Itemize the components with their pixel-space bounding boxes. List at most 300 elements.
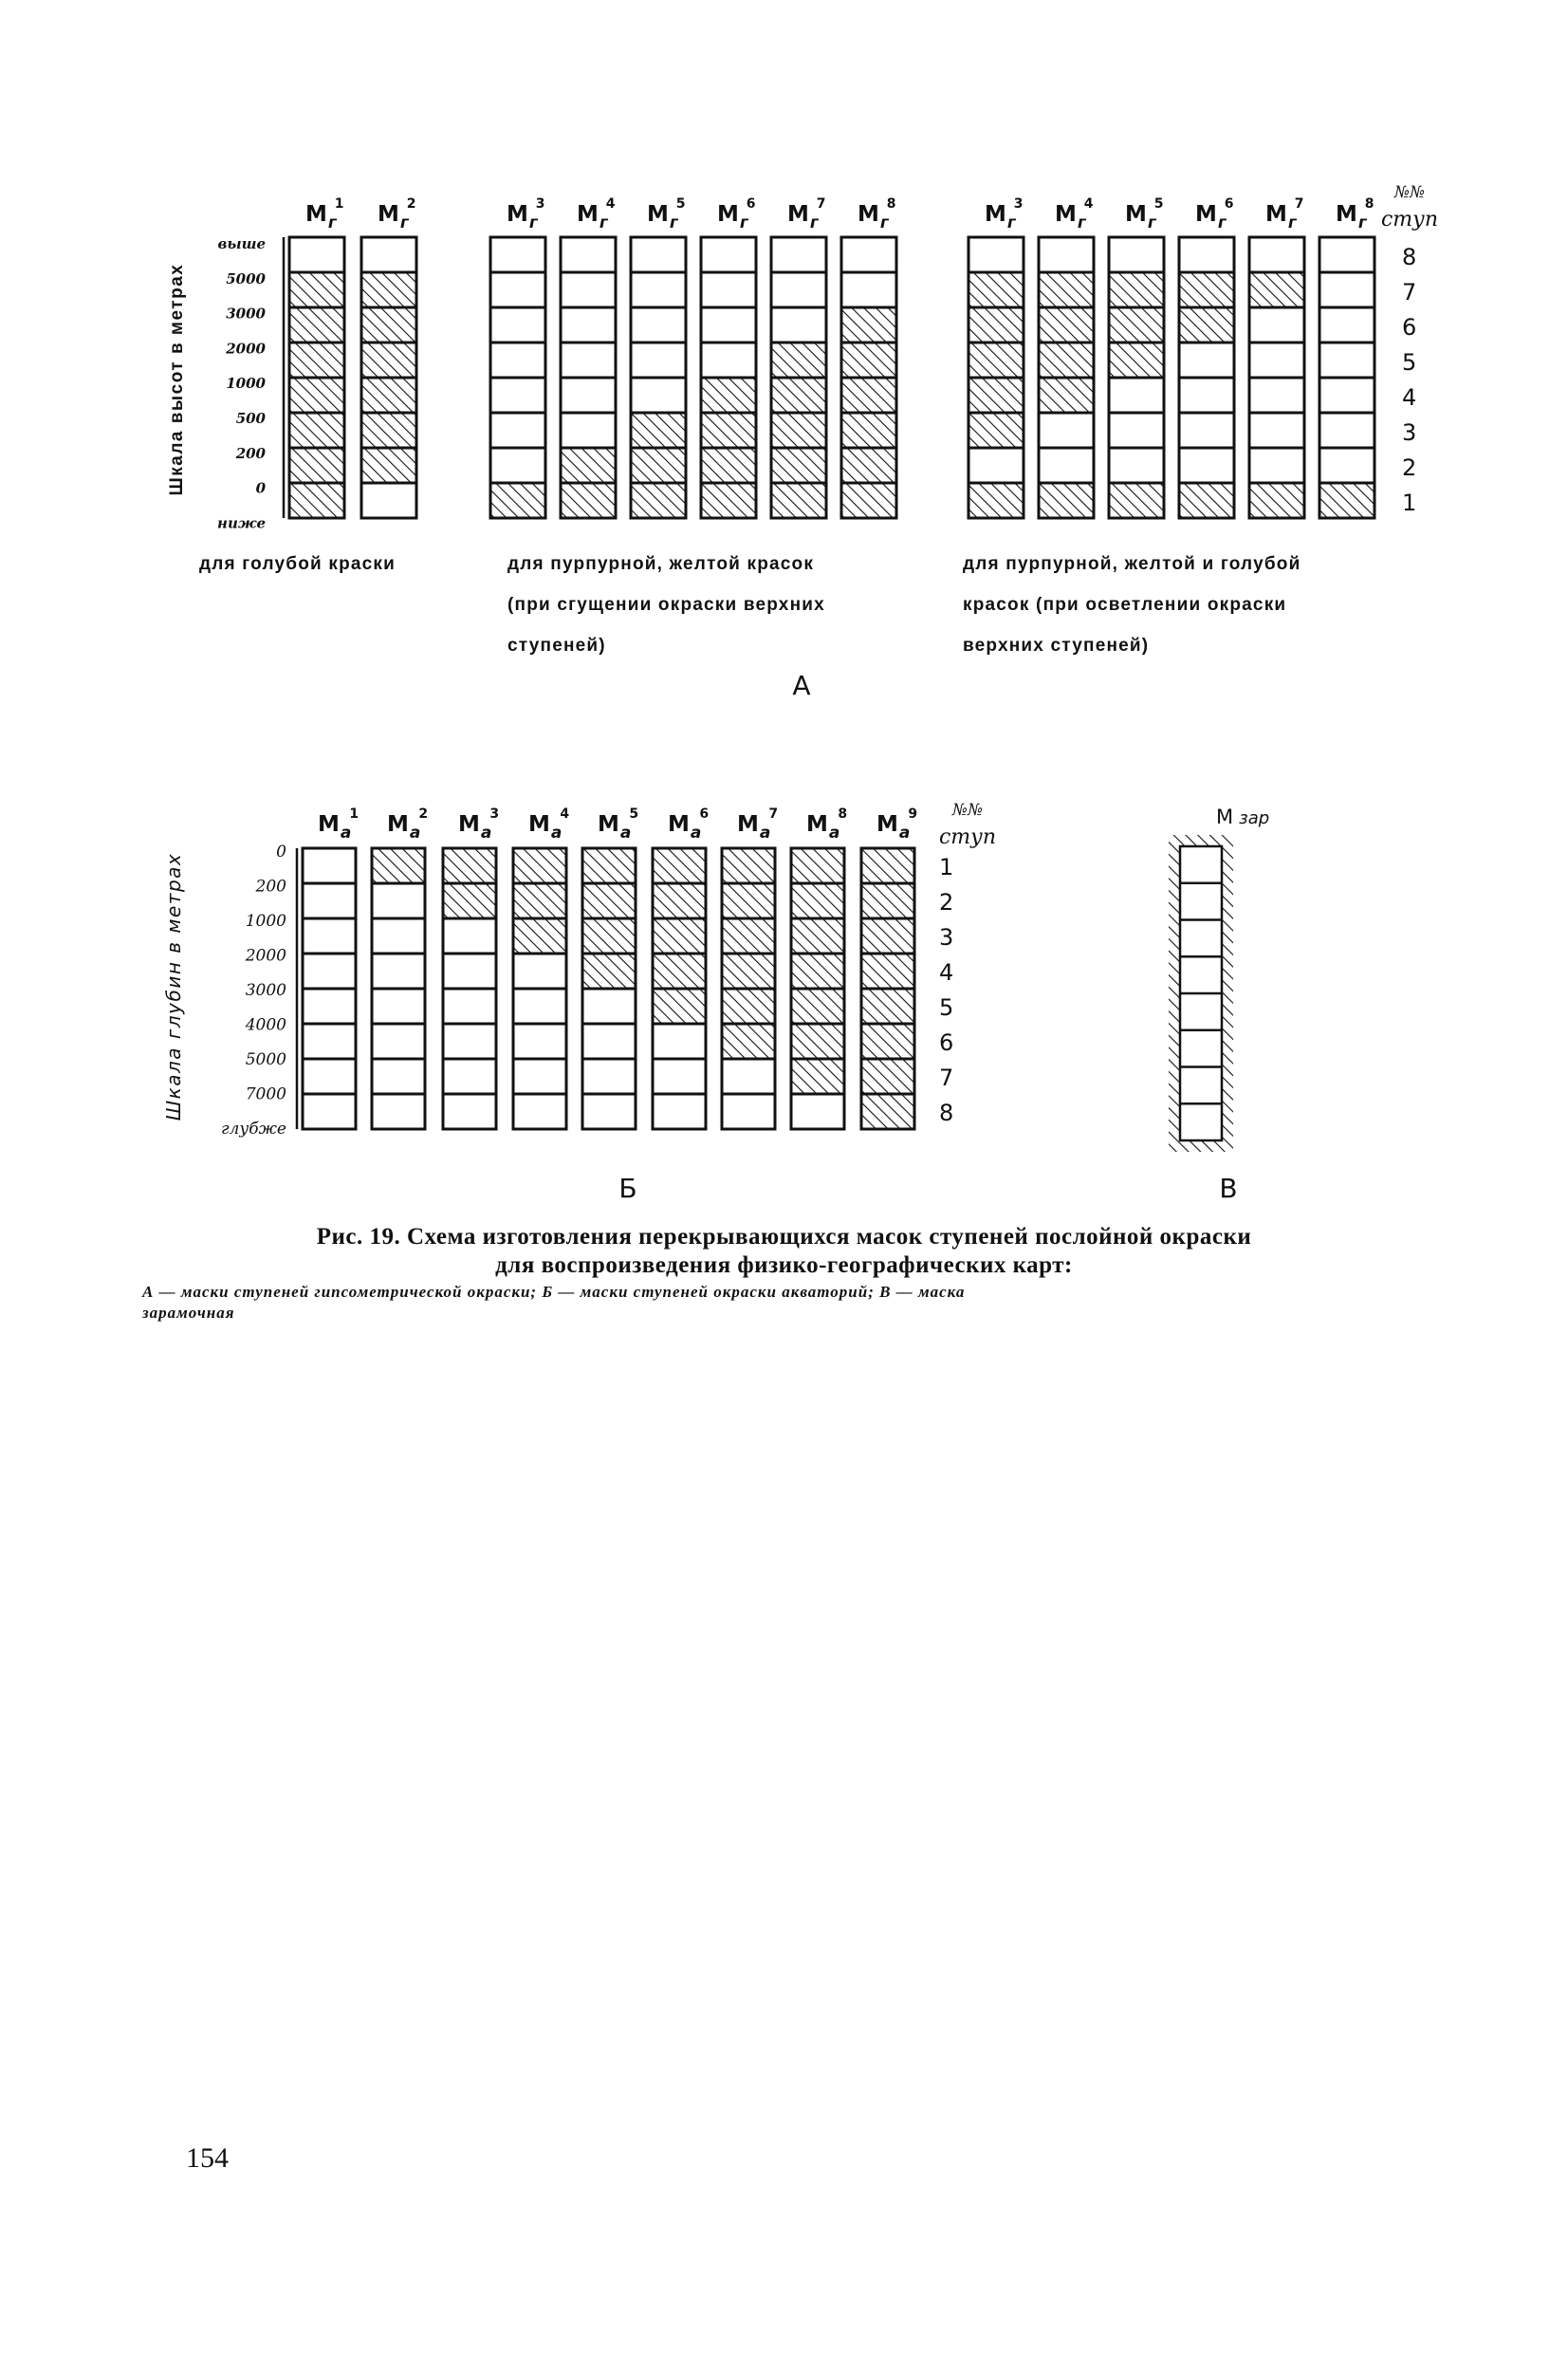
a-scale-ticks [217,235,284,531]
a3-mask-4-column-cell-6 [1039,413,1094,448]
a1-mask-1-column-cell-3 [289,307,344,343]
a3-mask-4-column-cell-8 [1039,483,1094,518]
a3-mask-7-column-cell-8 [1249,483,1304,518]
a3-mask-5-column-cell-5 [1109,378,1164,413]
a3-mask-8-label: $М_г8$ [1336,196,1374,232]
a3-mask-3-column-cell-1 [968,237,1024,272]
a1-mask-1-column-cell-8 [289,483,344,518]
b-mask-5-column-cell-3 [582,918,636,954]
a2-mask-8-label: $М_г8$ [858,196,896,232]
a2-mask-4-column-cell-6 [561,413,616,448]
a2-mask-3-column [490,237,545,518]
b-mask-1-column-cell-6 [303,1024,356,1059]
a3-mask-8-column-cell-7 [1319,448,1374,483]
a3-mask-7-column-cell-3 [1249,307,1304,343]
a3-mask-5-column-cell-8 [1109,483,1164,518]
a1-mask-2-column-cell-4 [361,343,416,378]
a1-mask-1-column-cell-1 [289,237,344,272]
a3-mask-7-column-cell-1 [1249,237,1304,272]
b-mask-7-column-cell-8 [722,1094,775,1129]
a-steps-header-1: №№ [1393,183,1426,202]
a3-caption-line-2: красок (при осветлении окраски [963,595,1287,615]
a2-mask-3-column-cell-1 [490,237,545,272]
a3-mask-4-column-cell-7 [1039,448,1094,483]
a3-mask-5-label: $М_г5$ [1125,196,1164,232]
a3-mask-4-column-cell-2 [1039,272,1094,307]
a2-mask-5-column-cell-2 [631,272,686,307]
b-mask-4-column-cell-2 [513,883,566,918]
b-mask-4-column-cell-4 [513,954,566,989]
a3-mask-4-column-cell-5 [1039,378,1094,413]
a2-caption-line-1: для пурпурной, желтой красок [507,554,815,574]
a2-mask-3-column-cell-7 [490,448,545,483]
b-steps-header-1: №№ [951,801,984,820]
a3-mask-7-label: $М_г7$ [1265,196,1304,232]
b-mask-9-column-cell-7 [861,1059,914,1094]
b-mask-4-column-cell-7 [513,1059,566,1094]
a2-mask-8-column-cell-8 [841,483,896,518]
b-mask-1-column-cell-4 [303,954,356,989]
b-mask-3-label: $М_а3$ [458,806,500,843]
b-mask-9-column-cell-1 [861,848,914,883]
a-captions [199,554,1301,656]
a3-mask-3-column-cell-2 [968,272,1024,307]
a1-mask-2-label: $М_г2$ [378,196,416,232]
b-step-numbers [939,854,953,1126]
b-mask-3-column [443,848,496,1129]
a2-mask-4-column-cell-8 [561,483,616,518]
a2-mask-8-column-cell-7 [841,448,896,483]
b-mask-2-column-cell-6 [372,1024,425,1059]
caption-title-line-1: Рис. 19. Схема изготовления перекрывающихся масок ступеней послойной окраски [316,1224,1252,1250]
a2-mask-5-column-cell-4 [631,343,686,378]
b-step-number-6: 6 [939,1029,954,1056]
a1-mask-1-column-cell-5 [289,378,344,413]
b-mask-5-column-cell-4 [582,954,636,989]
a2-mask-6-column-cell-1 [701,237,756,272]
a2-mask-6-column-cell-7 [701,448,756,483]
a2-caption-line-3: ступеней) [507,636,606,656]
a3-mask-7-column-cell-6 [1249,413,1304,448]
b-step-number-2: 2 [939,889,954,916]
a2-mask-7-column-cell-1 [771,237,826,272]
a-scale-tick-5: 1000 [226,375,266,393]
a3-mask-6-column [1179,237,1234,518]
b-mask-9-column-cell-6 [861,1024,914,1059]
a2-mask-6-column-cell-8 [701,483,756,518]
b-mask-9-column-cell-8 [861,1094,914,1129]
b-step-number-7: 7 [939,1065,954,1091]
b-scale-tick-5: 3000 [245,981,286,1000]
a2-caption-line-2: (при сгущении окраски верхних [507,595,825,615]
group-v-letter: В [1219,1173,1238,1204]
b-mask-6-column-cell-6 [653,1024,706,1059]
a3-mask-5-column-cell-3 [1109,307,1164,343]
a3-mask-7-column-cell-4 [1249,343,1304,378]
a3-mask-8-column-cell-5 [1319,378,1374,413]
b-mask-1-column-cell-5 [303,989,356,1024]
group-a-letter: А [792,670,811,701]
a1-caption-line-1: для голубой краски [199,554,397,574]
b-mask-6-column-cell-7 [653,1059,706,1094]
b-masks [303,806,917,1129]
b-mask-9-column [861,848,914,1129]
b-step-number-1: 1 [939,854,954,880]
a3-mask-3-column-cell-6 [968,413,1024,448]
a-steps-header-2: ступ [1380,208,1439,232]
b-scale-tick-7: 5000 [245,1050,286,1069]
v-mask-label: М зар [1216,806,1270,828]
a1-mask-2-column-cell-8 [361,483,416,518]
b-mask-7-column-cell-4 [722,954,775,989]
b-step-number-3: 3 [939,924,954,951]
caption-note-line-1: А — маски ступеней гипсометрической окраски; Б — маски ступеней окраски акваторий; В — маска [142,1283,966,1301]
a3-mask-6-column-cell-4 [1179,343,1234,378]
a2-mask-8-column-cell-6 [841,413,896,448]
b-scale-tick-2: 200 [255,877,286,897]
a2-mask-7-column [771,237,826,518]
b-mask-2-column-cell-2 [372,883,425,918]
b-mask-3-column-cell-1 [443,848,496,883]
a3-mask-3-column-cell-7 [968,448,1024,483]
a1-mask-2-column-cell-5 [361,378,416,413]
group-b-water-masks [162,801,996,1204]
b-mask-2-column-cell-8 [372,1094,425,1129]
a3-mask-5-column-cell-2 [1109,272,1164,307]
a3-mask-6-column-cell-5 [1179,378,1234,413]
b-mask-3-column-cell-4 [443,954,496,989]
b-scale-tick-4: 2000 [245,946,286,966]
a-step-number-7: 7 [1402,279,1417,306]
b-mask-9-column-cell-2 [861,883,914,918]
b-mask-7-column-cell-3 [722,918,775,954]
b-scale-tick-9: глубже [220,1120,286,1139]
a-subgroup-3 [968,196,1374,518]
a1-mask-1-column-cell-6 [289,413,344,448]
a2-mask-7-column-cell-2 [771,272,826,307]
caption-note-line-2: зарамочная [142,1304,235,1322]
a1-mask-2-column-cell-7 [361,448,416,483]
a3-mask-6-column-cell-3 [1179,307,1234,343]
a-scale-tick-2: 5000 [226,269,266,287]
a2-mask-8-column [841,237,896,518]
a2-mask-7-column-cell-7 [771,448,826,483]
b-mask-7-column-cell-2 [722,883,775,918]
a3-mask-7-column-cell-7 [1249,448,1304,483]
page-number: 154 [186,2142,229,2174]
a3-mask-8-column-cell-6 [1319,413,1374,448]
b-mask-5-column-cell-7 [582,1059,636,1094]
b-mask-1-column-cell-8 [303,1094,356,1129]
a1-mask-1-column-cell-4 [289,343,344,378]
b-mask-9-label: $М_а9$ [876,806,918,843]
b-mask-1-column-cell-7 [303,1059,356,1094]
a-scale-tick-3: 3000 [226,305,266,323]
a-scale-tick-1: выше [217,235,266,252]
a2-mask-7-column-cell-6 [771,413,826,448]
a3-caption-line-1: для пурпурной, желтой и голубой [963,554,1301,574]
b-mask-5-column-cell-8 [582,1094,636,1129]
a2-mask-3-column-cell-6 [490,413,545,448]
group-v-frame-mask [1169,806,1269,1204]
a2-mask-5-column-cell-8 [631,483,686,518]
group-a-hypsometric-masks [167,183,1438,701]
b-scale-tick-1: 0 [276,843,286,862]
b-mask-8-label: $М_а8$ [806,806,848,843]
a-step-number-2: 2 [1402,454,1417,481]
a2-mask-7-label: $М_г7$ [787,196,826,232]
b-mask-6-column-cell-2 [653,883,706,918]
a2-mask-4-column-cell-4 [561,343,616,378]
b-mask-1-column-cell-1 [303,848,356,883]
b-mask-8-column-cell-4 [791,954,844,989]
a3-mask-5-column [1109,237,1164,518]
a1-mask-2-column-cell-1 [361,237,416,272]
b-mask-8-column-cell-3 [791,918,844,954]
a3-mask-6-column-cell-2 [1179,272,1234,307]
a2-mask-8-column-cell-1 [841,237,896,272]
a3-mask-3-column-cell-5 [968,378,1024,413]
a3-mask-8-column-cell-4 [1319,343,1374,378]
b-mask-3-column-cell-2 [443,883,496,918]
a-step-number-5: 5 [1402,349,1417,376]
a2-mask-4-column-cell-7 [561,448,616,483]
b-mask-3-column-cell-3 [443,918,496,954]
b-mask-3-column-cell-8 [443,1094,496,1129]
b-mask-4-column-cell-5 [513,989,566,1024]
a2-mask-4-column-cell-2 [561,272,616,307]
a-scale-tick-7: 200 [235,444,266,462]
a2-mask-4-label: $М_г4$ [577,196,616,232]
a2-mask-3-column-cell-2 [490,272,545,307]
b-steps-header-2: ступ [938,825,997,849]
b-mask-6-column-cell-4 [653,954,706,989]
b-mask-7-column-cell-1 [722,848,775,883]
a2-mask-8-column-cell-4 [841,343,896,378]
a3-mask-8-column [1319,237,1374,518]
b-scale-tick-8: 7000 [245,1084,286,1104]
a2-mask-3-column-cell-8 [490,483,545,518]
a3-mask-6-column-cell-7 [1179,448,1234,483]
a2-mask-6-column-cell-5 [701,378,756,413]
a2-mask-7-column-cell-4 [771,343,826,378]
b-mask-4-column-cell-6 [513,1024,566,1059]
b-mask-5-column-cell-5 [582,989,636,1024]
b-mask-1-column-cell-2 [303,883,356,918]
a3-mask-4-column-cell-1 [1039,237,1094,272]
a2-mask-7-column-cell-8 [771,483,826,518]
b-step-number-4: 4 [939,959,954,986]
b-mask-2-column [372,848,425,1129]
a-step-number-8: 8 [1402,244,1417,270]
b-scale-tick-6: 4000 [245,1015,286,1035]
a1-mask-1-label: $М_г1$ [305,196,344,232]
a-scale-tick-6: 500 [235,410,266,427]
b-mask-6-column-cell-8 [653,1094,706,1129]
a3-mask-6-column-cell-8 [1179,483,1234,518]
b-mask-5-column-cell-6 [582,1024,636,1059]
a2-mask-5-column-cell-3 [631,307,686,343]
a3-caption-line-3: верхних ступеней) [963,636,1150,656]
a3-mask-3-column-cell-3 [968,307,1024,343]
a3-mask-5-column-cell-1 [1109,237,1164,272]
a3-mask-6-column-cell-6 [1179,413,1234,448]
b-mask-4-label: $М_а4$ [528,806,570,843]
a3-mask-4-column-cell-3 [1039,307,1094,343]
a3-mask-3-column-cell-4 [968,343,1024,378]
a2-mask-6-column-cell-3 [701,307,756,343]
a3-mask-6-column-cell-1 [1179,237,1234,272]
b-mask-3-column-cell-6 [443,1024,496,1059]
a3-mask-7-column [1249,237,1304,518]
b-mask-6-column-cell-3 [653,918,706,954]
a2-mask-3-column-cell-5 [490,378,545,413]
a-subgroup-1 [289,196,416,518]
a3-mask-6-label: $М_г6$ [1195,196,1234,232]
b-mask-1-column-cell-3 [303,918,356,954]
a2-mask-5-column [631,237,686,518]
b-mask-8-column-cell-2 [791,883,844,918]
b-mask-4-column-cell-1 [513,848,566,883]
a3-mask-4-column [1039,237,1094,518]
b-mask-2-column-cell-4 [372,954,425,989]
b-mask-2-column-cell-3 [372,918,425,954]
b-mask-7-column-cell-5 [722,989,775,1024]
a3-mask-4-column-cell-4 [1039,343,1094,378]
b-mask-2-column-cell-1 [372,848,425,883]
a-step-numbers [1402,244,1416,516]
a3-mask-7-column-cell-2 [1249,272,1304,307]
b-mask-7-column [722,848,775,1129]
group-b-letter: Б [618,1173,637,1204]
a2-mask-4-column-cell-3 [561,307,616,343]
a2-mask-4-column-cell-5 [561,378,616,413]
a2-mask-5-column-cell-6 [631,413,686,448]
a3-mask-7-column-cell-5 [1249,378,1304,413]
a2-mask-6-column-cell-6 [701,413,756,448]
a2-mask-7-column-cell-5 [771,378,826,413]
b-mask-7-column-cell-6 [722,1024,775,1059]
caption-title-line-2: для воспроизведения физико-географических карт: [495,1252,1073,1278]
a2-mask-8-column-cell-3 [841,307,896,343]
b-mask-1-label: $М_а1$ [318,806,360,843]
a-scale-tick-9: ниже [217,514,266,532]
a2-mask-3-label: $М_г3$ [507,196,545,232]
b-mask-2-column-cell-5 [372,989,425,1024]
a2-mask-8-column-cell-5 [841,378,896,413]
b-mask-2-label: $М_а2$ [387,806,429,843]
a2-mask-5-column-cell-1 [631,237,686,272]
b-mask-4-column-cell-3 [513,918,566,954]
a-step-number-3: 3 [1402,419,1417,446]
a3-mask-3-column [968,237,1024,518]
a1-mask-2-column-cell-6 [361,413,416,448]
a3-mask-5-column-cell-4 [1109,343,1164,378]
a3-mask-3-label: $М_г3$ [985,196,1024,232]
b-scale-ticks [221,843,297,1139]
a3-mask-8-column-cell-1 [1319,237,1374,272]
a2-mask-4-column [561,237,616,518]
b-mask-4-column [513,848,566,1129]
b-step-number-5: 5 [939,994,954,1021]
a-step-number-4: 4 [1402,384,1417,411]
b-mask-2-column-cell-7 [372,1059,425,1094]
a-step-number-1: 1 [1402,490,1417,516]
a2-mask-6-column-cell-4 [701,343,756,378]
b-mask-9-column-cell-4 [861,954,914,989]
a-subgroup-2 [490,196,896,518]
b-mask-6-column-cell-1 [653,848,706,883]
a2-mask-6-label: $М_г6$ [717,196,756,232]
a1-mask-2-column-cell-3 [361,307,416,343]
b-mask-9-column-cell-5 [861,989,914,1024]
b-scale-tick-3: 1000 [245,912,286,931]
a-scale-tick-8: 0 [255,479,266,497]
a1-mask-2-column [361,237,416,518]
b-mask-5-column [582,848,636,1129]
a2-mask-4-column-cell-1 [561,237,616,272]
a2-mask-5-column-cell-5 [631,378,686,413]
b-mask-8-column [791,848,844,1129]
a2-mask-7-column-cell-3 [771,307,826,343]
b-mask-7-column-cell-7 [722,1059,775,1094]
a3-mask-3-column-cell-8 [968,483,1024,518]
a2-mask-6-column-cell-2 [701,272,756,307]
a3-mask-8-column-cell-3 [1319,307,1374,343]
a2-mask-3-column-cell-3 [490,307,545,343]
b-mask-5-column-cell-1 [582,848,636,883]
a3-mask-5-column-cell-6 [1109,413,1164,448]
b-mask-6-label: $М_а6$ [668,806,710,843]
b-scale-axis-label: Шкала глубин в метрах [162,852,185,1121]
b-mask-5-label: $М_а5$ [598,806,639,843]
a3-mask-5-column-cell-7 [1109,448,1164,483]
a-scale-tick-4: 2000 [226,340,266,358]
a2-mask-5-column-cell-7 [631,448,686,483]
a-masks [289,196,1374,518]
a2-mask-6-column [701,237,756,518]
b-mask-9-column-cell-3 [861,918,914,954]
v-frame-mask [1169,835,1233,1152]
a1-mask-2-column-cell-2 [361,272,416,307]
a3-mask-8-column-cell-2 [1319,272,1374,307]
b-mask-7-label: $М_а7$ [737,806,779,843]
b-mask-8-column-cell-7 [791,1059,844,1094]
b-mask-6-column-cell-5 [653,989,706,1024]
a1-mask-1-column-cell-2 [289,272,344,307]
b-mask-5-column-cell-2 [582,883,636,918]
b-mask-8-column-cell-6 [791,1024,844,1059]
b-mask-3-column-cell-7 [443,1059,496,1094]
b-step-number-8: 8 [939,1100,954,1126]
b-mask-3-column-cell-5 [443,989,496,1024]
b-mask-6-column [653,848,706,1129]
a-scale-axis-label: Шкала высот в метрах [167,263,187,496]
b-mask-8-column-cell-8 [791,1094,844,1129]
a2-mask-5-label: $М_г5$ [647,196,686,232]
a3-mask-8-column-cell-8 [1319,483,1374,518]
a1-mask-1-column-cell-7 [289,448,344,483]
a2-mask-8-column-cell-2 [841,272,896,307]
b-mask-8-column-cell-1 [791,848,844,883]
b-mask-4-column-cell-8 [513,1094,566,1129]
a2-mask-3-column-cell-4 [490,343,545,378]
b-mask-8-column-cell-5 [791,989,844,1024]
b-mask-1-column [303,848,356,1129]
a3-mask-4-label: $М_г4$ [1055,196,1094,232]
a-step-number-6: 6 [1402,314,1417,341]
a1-mask-1-column [289,237,344,518]
